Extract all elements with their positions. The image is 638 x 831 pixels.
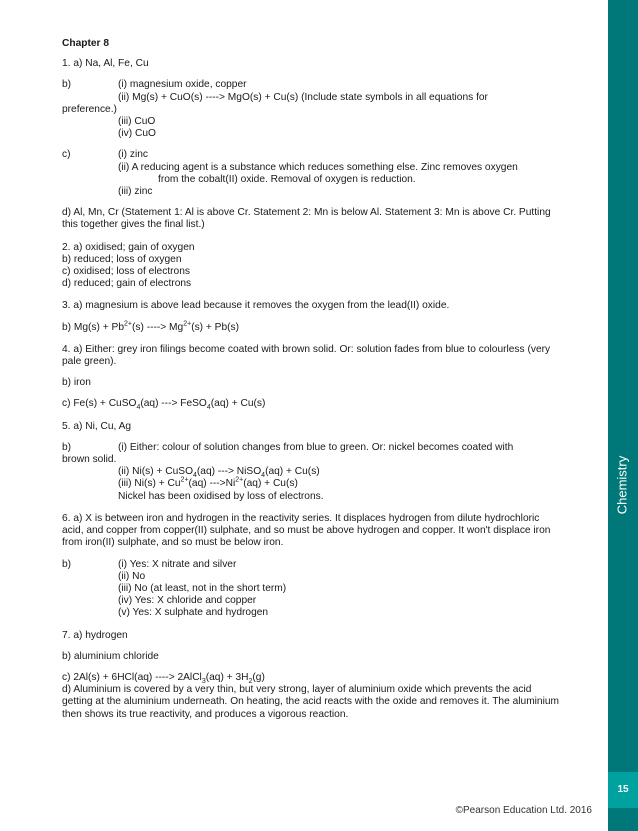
q5-a: 5. a) Ni, Cu, Ag [62,420,132,432]
question-3 [62,300,562,333]
q5-b-ii: (ii) Ni(s) + CuSO$_4$(aq) ---> NiSO$_4$(aq) + Cu(s) [118,466,320,480]
q4-a: 4. a) Either: grey iron filings become coated with brown solid. Or: solution fades from blue to colourless (very pale green). [62,343,551,368]
subject-label: Chemistry [614,455,630,515]
question-7 [62,630,562,721]
q5-b-i: (i) Either: colour of solution changes from blue to green. Or: nickel becomes coated with [118,441,514,453]
q7-b: b) aluminium chloride [62,650,159,662]
q1-b-ii: (ii) Mg(s) + CuO(s) ----> MgO(s) + Cu(s) (Include state symbols in all equations for [118,91,488,103]
answers-content [62,38,562,731]
question-2 [62,242,562,291]
q6-b-label: b) [62,558,72,570]
q1-b-i: (i) magnesium oxide, copper [118,79,247,91]
q6-b-iv: (iv) Yes: X chloride and copper [118,595,257,607]
q4-c: c) Fe(s) + CuSO$_4$(aq) ---> FeSO$_4$(aq) + Cu(s) [62,398,266,412]
q2-b: b) reduced; loss of oxygen [62,253,182,265]
q3-b: b) $Mg(s) + Pb^{2+}(s)$ ----> $Mg^{2+}(s) + Pb(s)$ [62,320,240,333]
q5-b-iii-note: Nickel has been oxidised by loss of electrons. [118,490,324,502]
question-1 [62,58,562,231]
q1-d: d) Al, Mn, Cr (Statement 1: Al is above Cr. Statement 2: Mn is below Al. Statement 3: Mn is above Cr. Putting this together gives the final list.) [62,207,551,231]
q2-c: c) oxidised; loss of electrons [62,266,190,278]
q1-a: 1. a) Na, Al, Fe, Cu [62,58,149,70]
page-number: 15 [617,784,629,795]
q1-c-iii: (iii) zinc [118,186,153,198]
q7-a: 7. a) hydrogen [62,629,128,641]
q5-b-label: b) [62,441,72,453]
q1-c-label: c) [62,149,71,161]
question-4 [62,344,562,411]
q2-d: d) reduced; gain of electrons [62,278,192,290]
q1-b-label: b) [62,79,72,91]
copyright-footer: ©Pearson Education Ltd. 2016 [455,805,592,816]
q1-b [62,79,562,91]
chapter-heading: Chapter 8 [62,38,109,49]
q4-b: b) iron [62,377,91,389]
q6-a: 6. a) X is between iron and hydrogen in the reactivity series. It displaces hydrogen from dilute hydrochloric acid, and copper from copper(II) sulphate, and so must be above hydrogen and copper. It won't displace iron from iron(II) sulphate, and so must be below iron. [62,512,551,549]
q1-c-ii: (ii) A reducing agent is a substance which reduces something else. Zinc removes oxygen [118,161,518,173]
q5-b-i-cont: brown solid. [62,454,117,466]
q6-b-i: (i) Yes: X nitrate and silver [118,558,237,570]
q1-c [62,149,562,161]
page-number-box [608,772,638,808]
q5-b-iii: (iii) $Ni(s) + Cu^{2+}(aq) --->Ni^{2+}(aq) + Cu(s)$ [118,477,298,490]
q1-c-ii-cont: from the cobalt(II) oxide. Removal of oxygen is reduction. [158,173,416,185]
q6-b [62,559,562,571]
question-6 [62,513,562,620]
question-5 [62,421,562,503]
sidebar-strip [608,0,638,831]
q7-c: c) 2Al(s) + 6HCl(aq) ----> 2AlCl$_3$(aq) + $3H_2(g)$ [62,671,265,685]
q3-a: 3. a) magnesium is above lead because it removes the oxygen from the lead(II) oxide. [62,300,450,312]
q1-b-iii: (iii) CuO [118,116,156,128]
q1-b-iv: (iv) CuO [118,128,156,140]
q1-b-ii-cont: preference.) [62,103,117,115]
q6-b-ii: (ii) No [118,570,146,582]
q1-c-i: (i) zinc [118,149,148,161]
q6-b-v: (v) Yes: X sulphate and hydrogen [118,607,269,619]
q5-b [62,442,562,454]
q6-b-iii: (iii) No (at least, not in the short term) [118,582,287,594]
q7-d: d) Aluminium is covered by a very thin, but very strong, layer of aluminium oxide which prevents the acid getting at the aluminium underneath. On heating, the acid reacts with the oxide and removes it. The aluminium then shows its true reactivity, and produces a vigorous reaction. [62,684,560,720]
q2-a: 2. a) oxidised; gain of oxygen [62,241,195,253]
